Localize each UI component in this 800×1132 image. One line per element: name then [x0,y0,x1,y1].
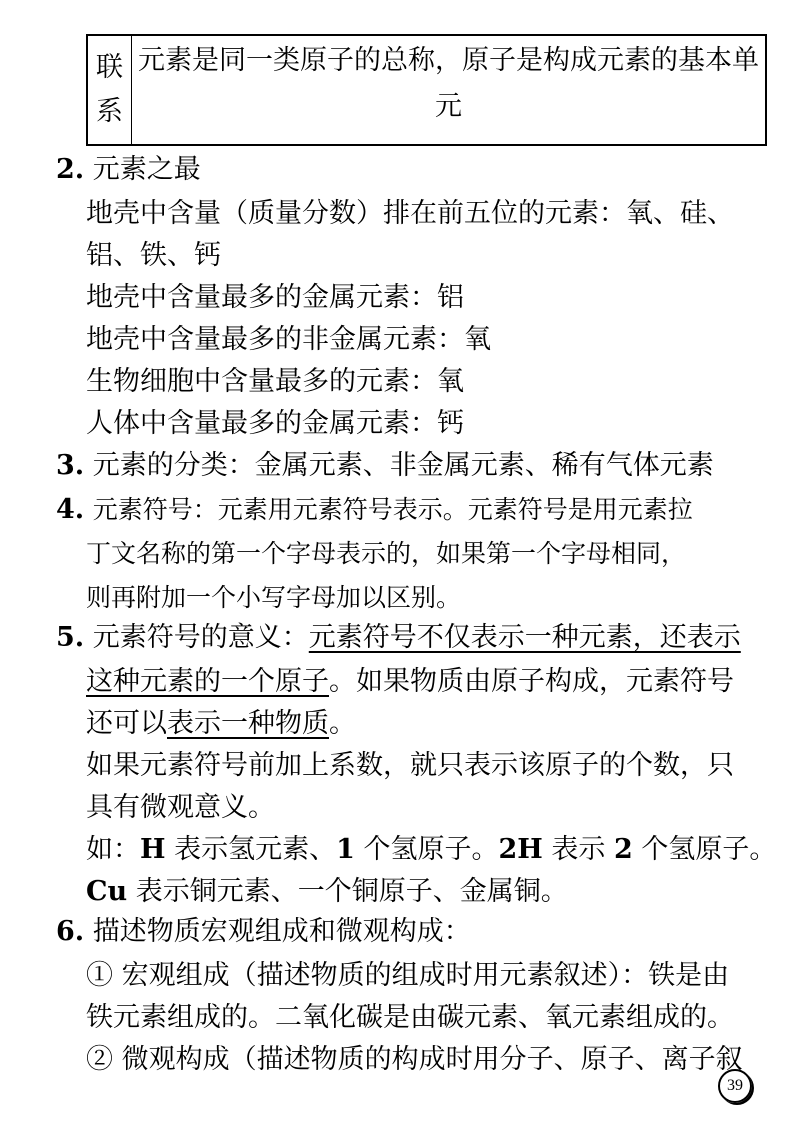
ex-text: 表示铜元素、一个铜原子、金属铜。 [127,876,568,907]
ex-text: 表示氢元素、 [165,834,337,865]
section-6-heading [56,912,471,952]
ex-symbol: 2H [498,834,543,865]
s5-underlined-text: 表示一种物质 [167,708,329,739]
s5-line-5: 具有微观意义。 [86,792,275,823]
section-text: 元素的分类：金属元素、非金属元素、稀有气体元素 [92,450,714,481]
table-content [132,36,765,144]
section-3-heading [56,446,714,486]
s6-micro-line-1: ② 微观构成（描述物质的构成时用分子、原子、离子叙 [86,1044,743,1075]
ex-text: 表示 [542,834,614,865]
section-2-heading [56,150,201,190]
ex-text: 个氢原子。 [354,834,499,865]
ex-symbol: H [140,834,166,865]
section-title: 元素之最 [92,154,201,185]
ex-number: 1 [336,834,355,865]
s5-example-1 [86,830,776,870]
section-number: 6. [56,916,85,947]
s4-line-3: 则再附加一个小写字母加以区别。 [86,583,462,612]
table-label-char-1: 联 [96,52,123,83]
ex-number: 2 [613,834,633,865]
table-text-line-1: 元素是同一类原子的总称，原子是构成元素的基本单 [138,45,759,76]
s5-line-4: 如果元素符号前加上系数，就只表示该原子的个数，只 [86,750,734,781]
section-number: 3. [56,450,85,481]
s6-macro-line-1: ① 宏观组成（描述物质的组成时用元素叙述）：铁是由 [86,960,730,991]
s5-underlined-text: 这种元素的一个原子 [86,666,329,697]
s2-line-6: 人体中含量最多的金属元素：钙 [86,408,464,439]
s5-text: 。 [329,708,356,739]
s2-line-5: 生物细胞中含量最多的元素：氧 [86,366,464,397]
ex-symbol: Cu [86,876,128,907]
section-number: 5. [56,622,85,653]
s5-text: 还可以 [86,708,167,739]
s5-line-3 [86,704,356,744]
s5-line-2 [86,662,734,702]
relation-table [86,34,767,146]
page-number: 39 [718,1069,752,1103]
s2-line-2: 铝、铁、钙 [86,240,221,271]
table-label-char-2: 系 [96,96,123,127]
s2-line-1: 地壳中含量（质量分数）排在前五位的元素：氧、硅、 [86,198,734,229]
table-label [88,36,132,144]
section-title: 描述物质宏观组成和微观构成： [92,916,471,947]
s5-example-2 [86,872,568,912]
s2-line-4: 地壳中含量最多的非金属元素：氧 [86,324,491,355]
section-5-heading [56,618,741,658]
section-text: 元素符号：元素用元素符号表示。元素符号是用元素拉 [92,495,693,524]
s4-line-2: 丁文名称的第一个字母表示的，如果第一个字母相同， [86,539,687,568]
section-number: 4. [56,494,85,525]
s5-text: 元素符号的意义： [92,622,309,653]
s5-text: 。如果物质由原子构成，元素符号 [329,666,734,697]
s5-underlined-text: 元素符号不仅表示一种元素，还表示 [308,622,741,653]
s2-line-3: 地壳中含量最多的金属元素：铝 [86,282,464,313]
s6-macro-line-2: 铁元素组成的。二氧化碳是由碳元素、氧元素组成的。 [86,1002,734,1033]
ex-text: 如： [86,834,140,865]
section-number: 2. [56,154,85,185]
table-text-line-2: 元 [435,91,462,122]
section-4-heading [56,490,693,530]
ex-text: 个氢原子。 [632,834,777,865]
